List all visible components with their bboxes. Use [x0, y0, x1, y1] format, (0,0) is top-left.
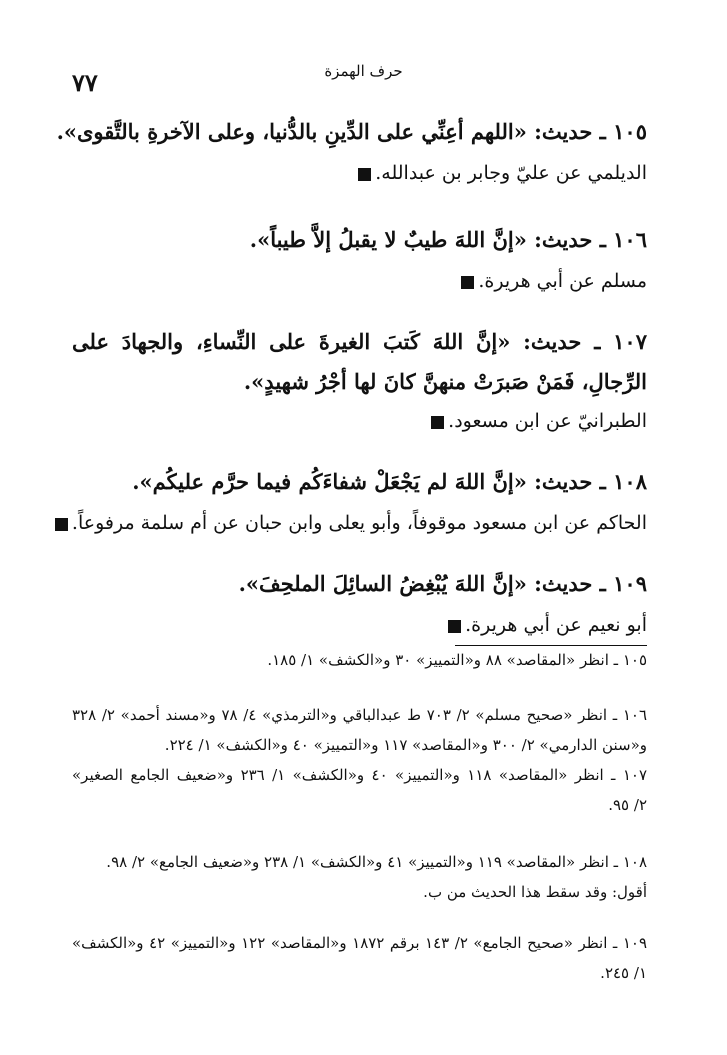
page-number: ٧٧ [72, 68, 98, 97]
footnote [72, 645, 647, 675]
hadith-source [72, 606, 647, 644]
hadith-source [72, 504, 647, 542]
end-square-icon [448, 620, 461, 633]
footnote-line: ١٠٨ ـ انظر «المقاصد» ١١٩ و«التمييز» ٤١ و«الكشف» ١/ ٢٣٨ و«ضعيف الجامع» ٢/ ٩٨. [106, 853, 647, 871]
footnote [72, 700, 647, 760]
running-title: حرف الهمزة [324, 62, 403, 80]
footnote [72, 760, 647, 820]
hadith-entry [56, 110, 647, 192]
hadith-source-text: الحاكم عن ابن مسعود موقوفاً، وأبو يعلى وابن حبان عن أم سلمة مرفوعاً. [71, 512, 647, 534]
end-square-icon [431, 416, 444, 429]
footnote-line: ٢/ ٩٥. [608, 796, 647, 814]
hadith-source-text: الديلمي عن عليّ وجابر بن عبدالله. [375, 162, 647, 184]
footnote-line: ١/ ٢٤٥. [600, 964, 647, 982]
footnote [72, 847, 647, 907]
end-square-icon [55, 518, 68, 531]
hadith-text: ١٠٩ ـ حديث: «إنَّ اللهَ يُبْغِضُ السائِلَ الملحِفَ». [238, 571, 647, 596]
hadith-source [72, 402, 647, 440]
hadith-source-text: أبو نعيم عن أبي هريرة. [465, 614, 647, 636]
hadith-source-text: الطبرانيّ عن ابن مسعود. [448, 410, 647, 432]
hadith-entry [72, 562, 647, 644]
hadith-source [72, 154, 647, 192]
hadith-source-text: مسلم عن أبي هريرة. [478, 270, 647, 292]
end-square-icon [461, 276, 474, 289]
hadith-entry [72, 322, 647, 440]
hadith-text: ١٠٦ ـ حديث: «إنَّ اللهَ طيبٌ لا يقبلُ إلاَّ طيباً». [249, 227, 647, 252]
footnote-line: ١٠٩ ـ انظر «صحيح الجامع» ٢/ ١٤٣ برقم ١٨٧٢ و«المقاصد» ١٢٢ و«التمييز» ٤٢ و«الكشف» [72, 934, 648, 952]
hadith-text: ١٠٥ ـ حديث: «اللهم أعِنِّي على الدِّينِ بالدُّنيا، وعلى الآخرةِ بالتَّقوى». [56, 119, 647, 144]
hadith-source [72, 262, 647, 300]
hadith-entry [72, 218, 647, 300]
footnote-line: ١٠٧ ـ انظر «المقاصد» ١١٨ و«التمييز» ٤٠ و«الكشف» ١/ ٢٣٦ و«ضعيف الجامع الصغير» [72, 766, 647, 784]
hadith-entry [72, 460, 647, 542]
footnote-line: و«سنن الدارمي» ٢/ ٣٠٠ و«المقاصد» ١١٧ و«التمييز» ٤٠ و«الكشف» ١/ ٢٢٤. [164, 736, 647, 754]
footnote-line: ١٠٥ ـ انظر «المقاصد» ٨٨ و«التمييز» ٣٠ و«الكشف» ١/ ١٨٥. [267, 651, 647, 669]
hadith-text: ١٠٨ ـ حديث: «إنَّ اللهَ لم يَجْعَلْ شفاءَكُم فيما حرَّم عليكُم». [132, 469, 647, 494]
footnote-line: أقول: وقد سقط هذا الحديث من ب. [423, 883, 647, 901]
end-square-icon [358, 168, 371, 181]
hadith-text: ١٠٧ ـ حديث: «إنَّ اللهَ كَتبَ الغيرةَ على النِّساءِ، والجهادَ على الرِّجالِ، فَمَنْ صَبرَتْ منهنَّ كانَ لها أجْرُ شهيدٍ». [72, 329, 647, 394]
footnote [72, 928, 647, 988]
footnote-line: ١٠٦ ـ انظر «صحيح مسلم» ٢/ ٧٠٣ ط عبدالباقي و«الترمذي» ٤/ ٧٨ و«مسند أحمد» ٢/ ٣٢٨ [72, 706, 647, 724]
